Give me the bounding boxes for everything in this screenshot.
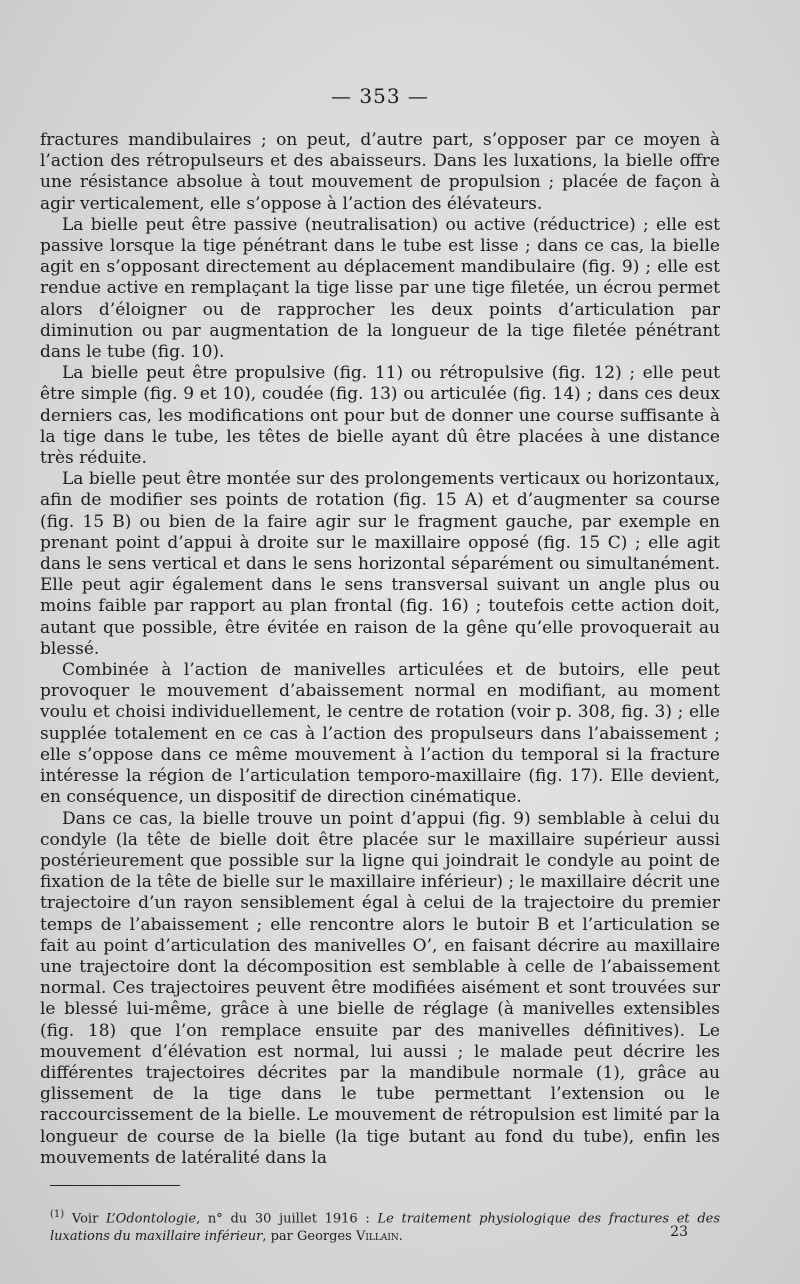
paragraph: La bielle peut être passive (neutralisation) ou active (réductrice) ; elle est passive lorsque la tige pénétrant dans le tube est lisse ; dans ce cas, la bielle agit en s’opposant directement au déplacement mandibulaire (fig. 9) ; elle est rendue active en remplaçant la tige lisse par une tige filetée, un écrou permet alors d’éloigner ou de rapprocher les deux points d’articulation par diminution ou par augmentation de la longueur de la tige filetée pénétrant dans le tube (fig. 10). (40, 214, 720, 363)
footnote-author: Villain (355, 1229, 399, 1245)
page-number: — 353 — (331, 84, 429, 108)
footnote-by: , par Georges (262, 1229, 356, 1245)
footnote-divider (50, 1185, 180, 1186)
paragraph: fractures mandibulaires ; on peut, d’autre part, s’opposer par ce moyen à l’action des rétropulseurs et des abaisseurs. Dans les luxations, la bielle offre une résistance absolue à tout mouvement de propulsion ; placée de façon à agir verticalement, elle s’oppose à l’action des élévateurs. (40, 130, 720, 214)
paragraph: Dans ce cas, la bielle trouve un point d’appui (fig. 9) semblable à celui du condyle (la tête de bielle doit être placée sur le maxillaire supérieur aussi postérieurement que possible sur la ligne qui joindrait le condyle au point de fixation de la tête de bielle sur le maxillaire inférieur) ; le maxillaire décrit une trajectoire d’un rayon sensiblement égal à celui de la trajectoire du premier temps de l’abaissement ; elle rencontre alors le butoir B et l’articulation se fait au point d’articulation des manivelles O’, en faisant décrire au maxillaire une trajectoire dont la décomposition est semblable à celle de l’abaissement normal. Ces trajectoires peuvent être modifiées aisément et sont trouvées sur le blessé lui-même, grâce à une bielle de réglage (à manivelles extensibles (fig. 18) que l’on remplace ensuite par des manivelles définitives). Le mouvement d’élévation est normal, lui aussi ; le malade peut décrire les différentes trajectoires décrites par la mandibule normale (1), grâce au glissement de la tige dans le tube permettant l’extension ou le raccourcissement de la bielle. Le mouvement de rétropulsion est limité par la longueur de course de la bielle (la tige butant au fond du tube), enfin les mouvements de latéralité dans la (40, 808, 720, 1168)
footnote-journal: L’Odontologie (106, 1211, 197, 1227)
paragraph: La bielle peut être montée sur des prolongements verticaux ou horizontaux, afin de modifier ses points de rotation (fig. 15 A) et d’augmenter sa course (fig. 15 B) ou bien de la faire agir sur le fragment gauche, par exemple en prenant point d’appui à droite sur le maxillaire opposé (fig. 15 C) ; elle agit dans le sens vertical et dans le sens horizontal séparément ou simultanément. Elle peut agir également dans le sens transversal suivant un angle plus ou moins faible par rapport au plan frontal (fig. 16) ; toutefois cette action doit, autant que possible, être évitée en raison de la gêne qu’elle provoquerait au blessé. (40, 469, 720, 659)
footnote-mark: (1) (50, 1208, 65, 1220)
body-text (40, 130, 720, 1169)
footnote-title: Le traitement physiologique des fractures et des luxations du maxillaire inférieur (50, 1211, 721, 1245)
footnote-lead: Voir (71, 1211, 99, 1227)
signature-mark: 23 (670, 1224, 688, 1240)
footnote-middle: , n° du 30 juillet 1916 : (196, 1211, 378, 1227)
footnote-end: . (398, 1229, 403, 1245)
paragraph: La bielle peut être propulsive (fig. 11) ou rétropulsive (fig. 12) ; elle peut être simple (fig. 9 et 10), coudée (fig. 13) ou articulée (fig. 14) ; dans ces deux derniers cas, les modifications ont pour but de donner une course suffisante à la tige dans le tube, les têtes de bielle ayant dû être placées à une distance très réduite. (40, 363, 720, 469)
footnote (50, 1206, 720, 1246)
paragraph: Combinée à l’action de manivelles articulées et de butoirs, elle peut provoquer le mouvement d’abaissement normal en modifiant, au moment voulu et choisi individuellement, le centre de rotation (voir p. 308, fig. 3) ; elle supplée totalement en ce cas à l’action des propulseurs dans l’abaissement ; elle s’oppose dans ce même mouvement à l’action du temporal si la fracture intéresse la région de l’articulation temporo-maxillaire (fig. 17). Elle devient, en conséquence, un dispositif de direction cinématique. (40, 660, 720, 808)
